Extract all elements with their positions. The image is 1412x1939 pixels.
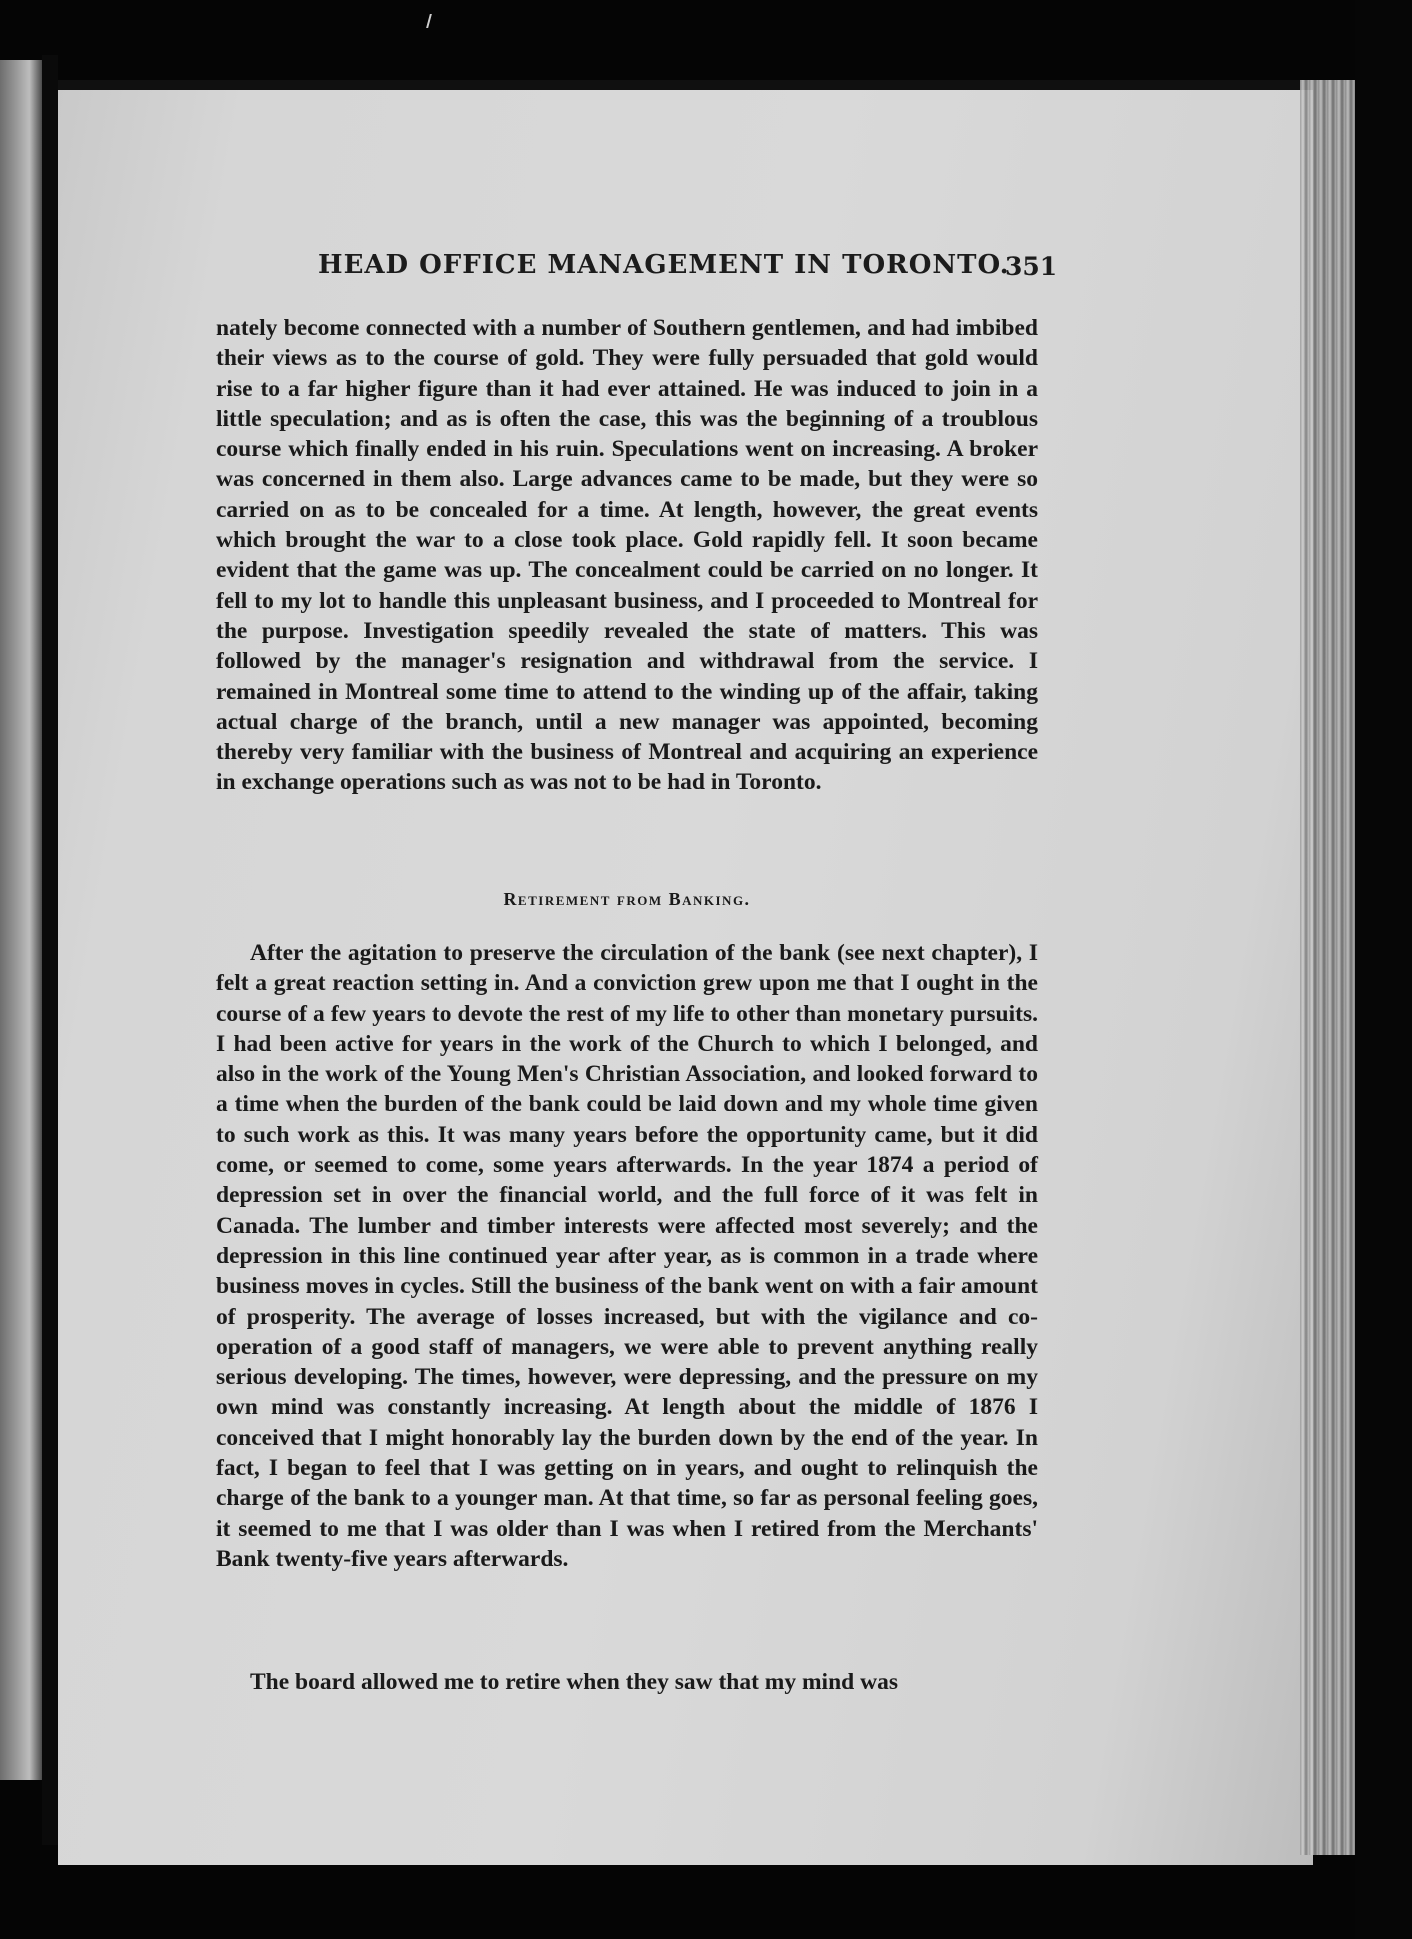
page-stack-edge: [1300, 80, 1360, 1855]
scan-mark: [426, 14, 440, 28]
previous-page-edge: [0, 60, 42, 1780]
section-heading: Retirement from Banking.: [503, 889, 751, 909]
page-number: 351: [1005, 252, 1058, 281]
paragraph-continuation: nately become connected with a number of Southern gentlemen, and had imbibed their views as to the course of gold. They were fully persuaded that gold would rise to a far higher figure than it had ever attained. He was induced to join in a little speculation; and as is often the case, this was the beginning of a troublous course which finally ended in his ruin. Speculations went on increasing. A broker was concerned in them also. Large advances came to be made, but they were so carried on as to be concealed for a time. At length, however, the great events which brought the war to a close took place. Gold rapidly fell. It soon became evident that the game was up. The concealment could be carried on no longer. It fell to my lot to handle this unpleasant business, and I proceeded to Montreal for the purpose. Investigation speedily revealed the state of matters. This was followed by the manager's resignation and withdrawal from the service. I remained in Montreal some time to attend to the winding up of the affair, taking actual charge of the branch, until a new manager was appointed, becoming thereby very familiar with the business of Montreal and acquiring an experience in exchange operations such as was not to be had in Toronto.: [216, 315, 1038, 796]
paragraph-board: The board allowed me to retire when they saw that my mind was: [250, 1669, 898, 1695]
running-title: HEAD OFFICE MANAGEMENT IN TORONTO.: [318, 250, 1010, 280]
paragraph-retirement: After the agitation to preserve the circulation of the bank (see next chapter), I felt a great reaction setting in. And a conviction grew upon me that I ought in the course of a few years to devote the rest of my life to other than monetary pursuits. I had been active for years in the work of the Church to which I belonged, and also in the work of the Young Men's Christian Association, and looked forward to a time when the burden of the bank could be laid down and my whole time given to such work as this. It was many years before the opportunity came, but it did come, or seemed to come, some years afterwards. In the year 1874 a period of depression set in over the financial world, and the full force of it was felt in Canada. The lumber and timber interests were affected most severely; and the depression in this line continued year after year, as is common in a trade where business moves in cycles. Still the business of the bank went on with a fair amount of prosperity. The average of losses increased, but with the vigilance and co-operation of a good staff of managers, we were able to prevent anything really serious developing. The times, however, were depressing, and the pressure on my own mind was constantly increasing. At length about the middle of 1876 I conceived that I might honorably lay the burden down by the end of the year. In fact, I began to feel that I was getting on in years, and ought to relinquish the charge of the bank to a younger man. At that time, so far as personal feeling goes, it seemed to me that I was older than I was when I retired from the Merchants' Bank twenty-five years afterwards.: [216, 940, 1038, 1572]
book-gutter: [42, 55, 58, 1845]
scan-background: [1355, 0, 1412, 1939]
